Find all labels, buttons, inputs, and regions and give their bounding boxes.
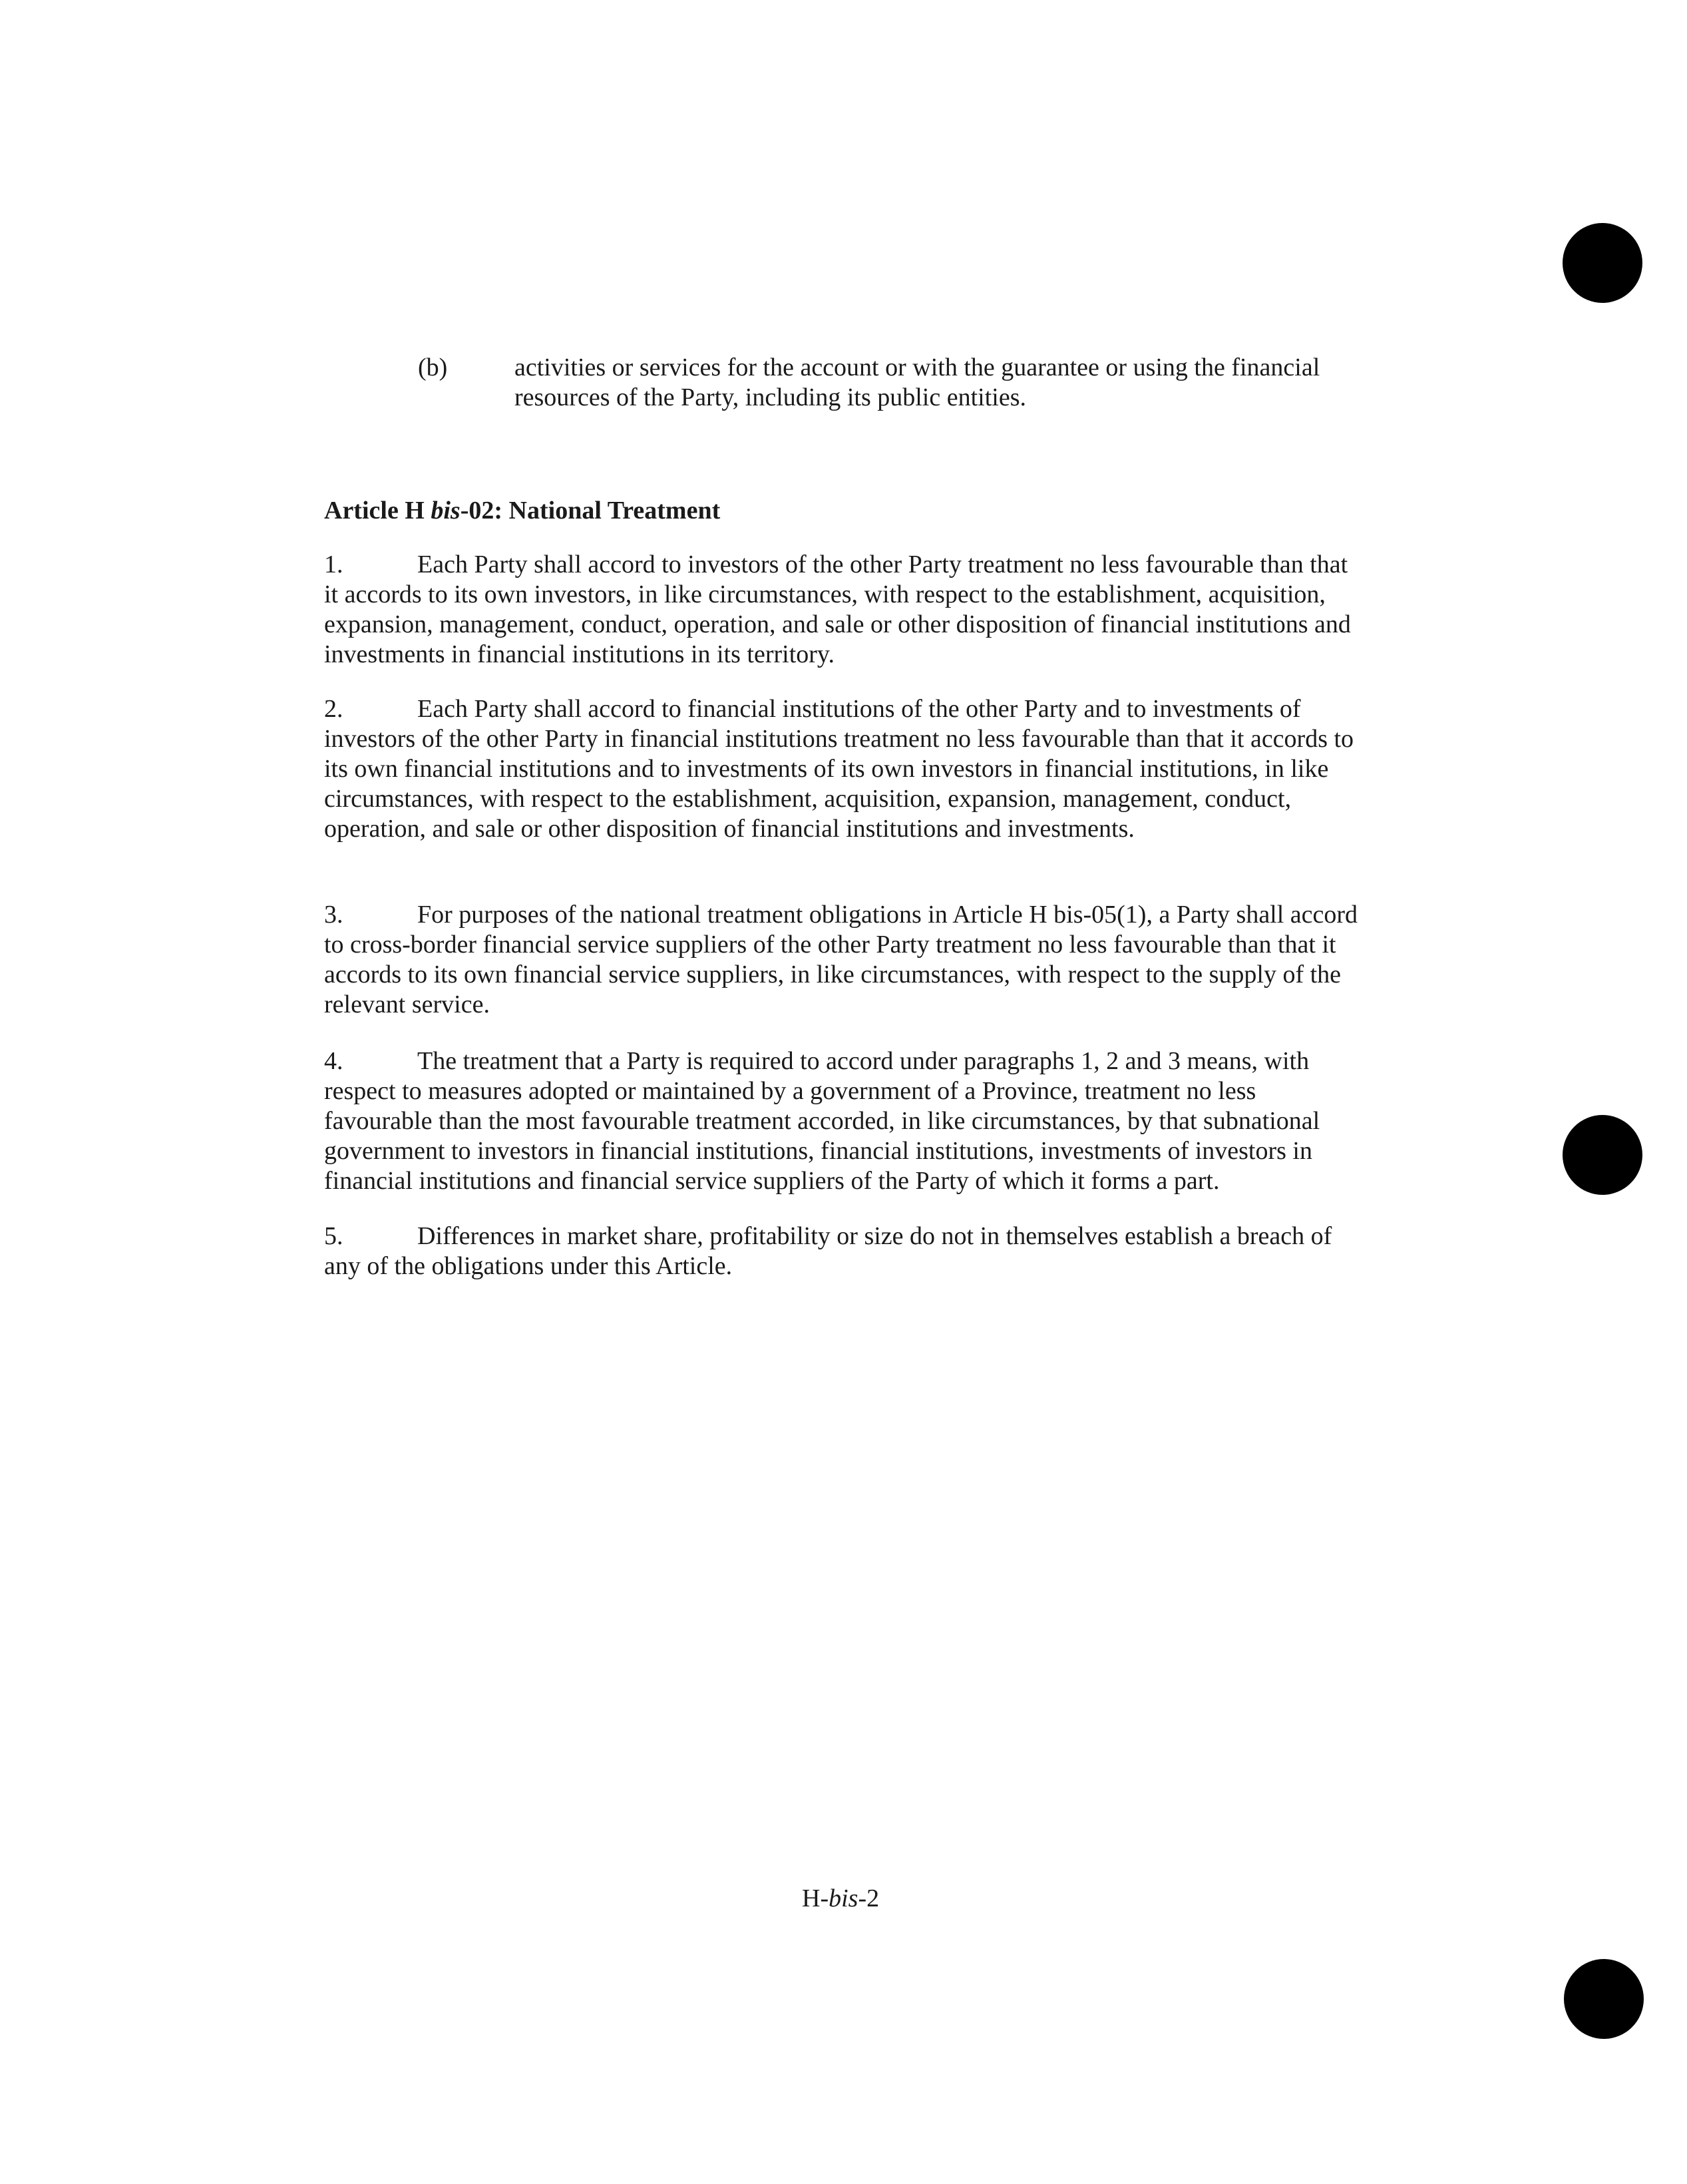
paragraph-text: Each Party shall accord to financial institutions of the other Party and to investments of investors of the other Party in financial institutions treatment no less favourable than that it accords to its own financial institutions and to investments of its own investors in financial institutions, in like circumstances, with respect to the establishment, acquisition, expansion, management, conduct, operation, and sale or other disposition of financial institutions and investments. <box>324 695 1354 843</box>
article-heading <box>324 496 720 526</box>
article-heading-suffix: -02: National Treatment <box>460 497 721 525</box>
subitem-b-label: (b) <box>418 353 448 381</box>
punch-hole-bottom <box>1564 1959 1644 2039</box>
page-number <box>802 1884 879 1914</box>
paragraph-text: The treatment that a Party is required to accord under paragraphs 1, 2 and 3 means, with respect to measures adopted or maintained by a government of a Province, treatment no less favourable than the most favourable treatment accorded, in like circumstances, by that subnational government to investors in financial institutions, financial institutions, investments of investors in financial institutions and financial service suppliers of the Party of which it forms a part. <box>324 1047 1320 1195</box>
paragraph-number: 3. <box>324 901 343 929</box>
subitem-b-text: activities or services for the account or with the guarantee or using the financial resources of the Party, including its public entities. <box>514 353 1320 411</box>
article-heading-italic: bis <box>431 497 461 525</box>
paragraph-text: Each Party shall accord to investors of the other Party treatment no less favourable than that it accords to its own investors, in like circumstances, with respect to the establishment, acquisition, expansion, management, conduct, operation, and sale or other disposition of financial institutions and investments in financial institutions in its territory. <box>324 550 1351 668</box>
punch-hole-top <box>1563 223 1642 303</box>
page-number-suffix: -2 <box>858 1884 880 1912</box>
paragraph-text: Differences in market share, profitability or size do not in themselves establish a breach of any of the obligations under this Article. <box>324 1222 1332 1280</box>
paragraph-4 <box>324 1046 1362 1196</box>
page-number-italic: bis <box>829 1884 858 1912</box>
paragraph-number: 5. <box>324 1222 343 1250</box>
paragraph-text: For purposes of the national treatment obligations in Article H bis-05(1), a Party shall accord to cross-border financial service suppliers of the other Party treatment no less favourable than that it accords to its own financial service suppliers, in like circumstances, with respect to the supply of the relevant service. <box>324 901 1358 1018</box>
paragraph-1 <box>324 550 1362 670</box>
paragraph-number: 1. <box>324 550 343 578</box>
punch-hole-middle <box>1563 1115 1642 1195</box>
paragraph-number: 4. <box>324 1047 343 1075</box>
page-number-prefix: H- <box>802 1884 829 1912</box>
paragraph-5 <box>324 1221 1362 1281</box>
paragraph-3 <box>324 900 1362 1020</box>
article-heading-prefix: Article H <box>324 497 431 525</box>
paragraph-number: 2. <box>324 695 343 723</box>
paragraph-2 <box>324 694 1362 844</box>
